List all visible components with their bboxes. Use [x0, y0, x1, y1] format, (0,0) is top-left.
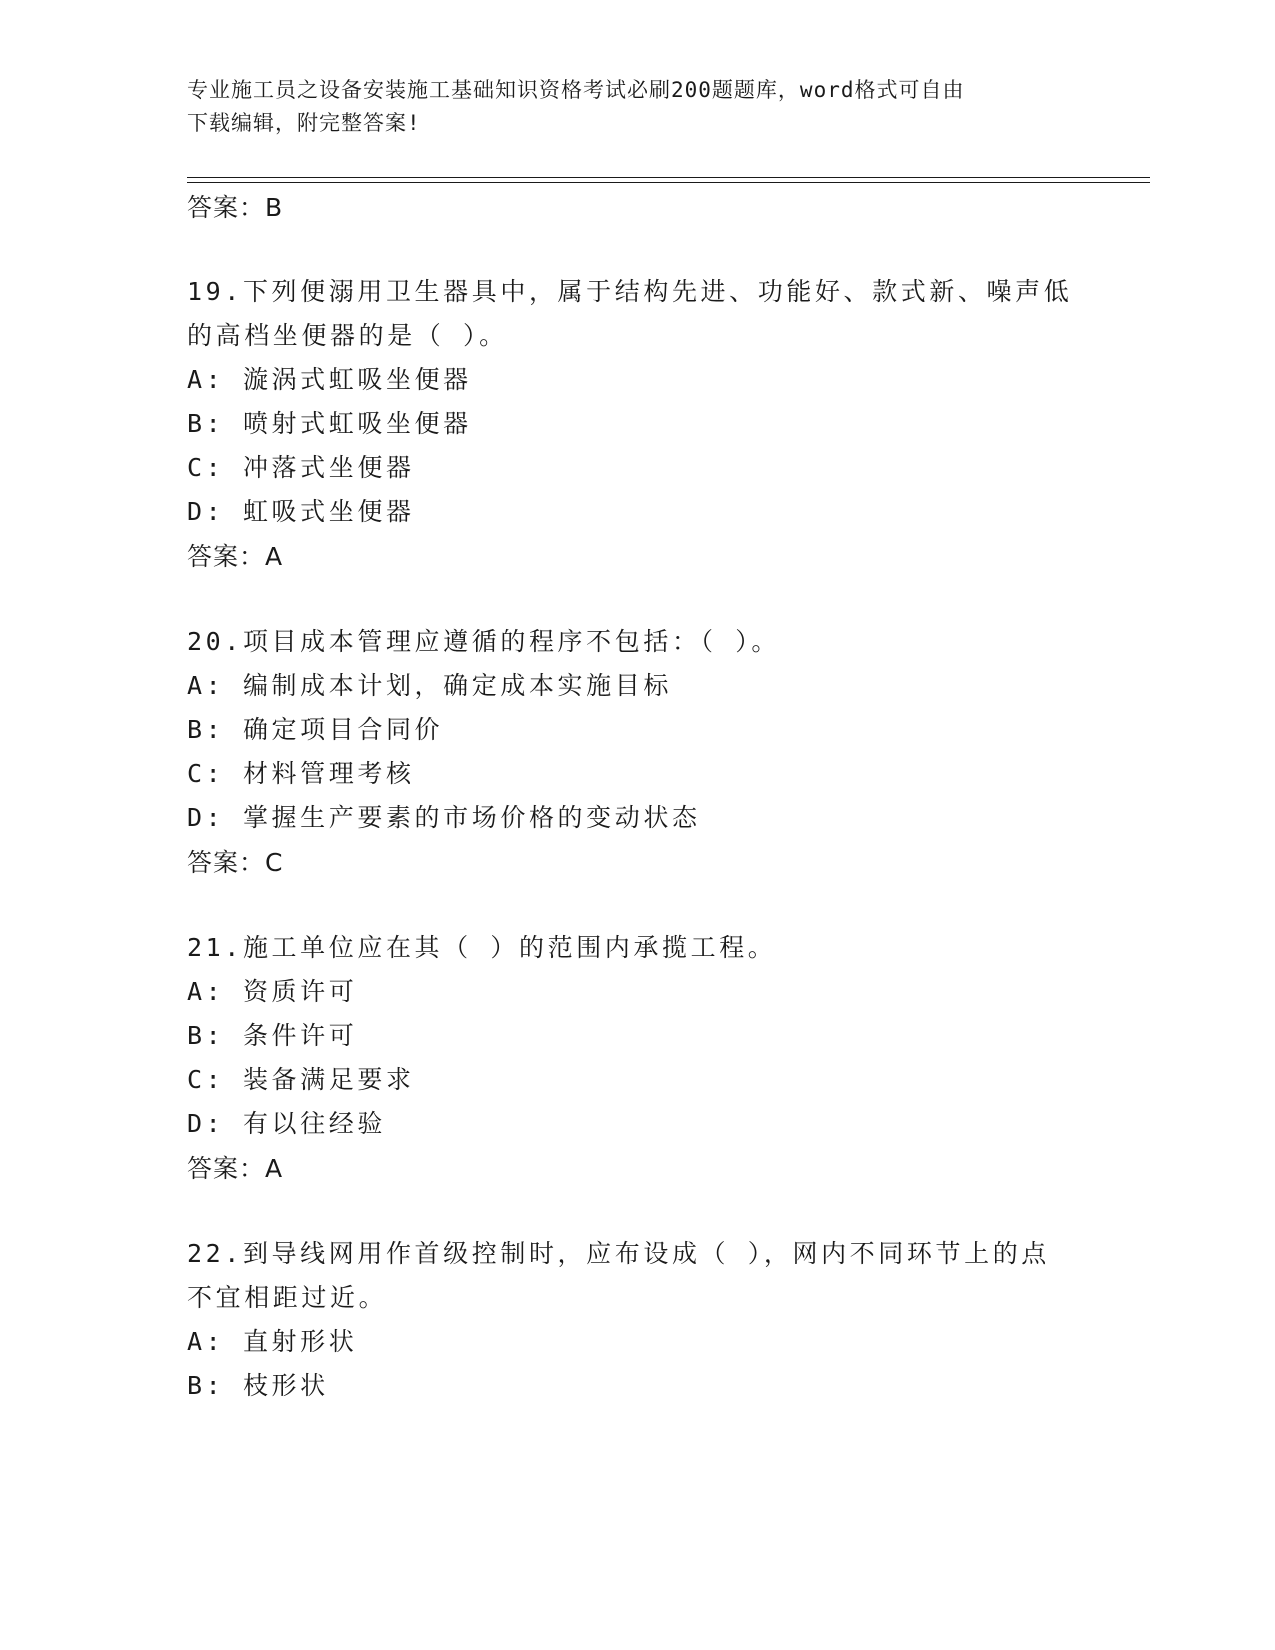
question-20-option-c: C: 材料管理考核 [187, 759, 415, 788]
question-21-option-a: A: 资质许可 [187, 977, 358, 1006]
question-22-option-a: A: 直射形状 [187, 1327, 358, 1356]
question-19-option-a: A: 漩涡式虹吸坐便器 [187, 365, 472, 394]
question-19-stem: 19.下列便溺用卫生器具中，属于结构先进、功能好、款式新、噪声低 [187, 277, 1073, 306]
answer-19: 答案：A [187, 542, 284, 571]
question-20-option-b: B: 确定项目合同价 [187, 715, 444, 744]
header-line-1: 专业施工员之设备安装施工基础知识资格考试必刷200题题库，word格式可自由 [187, 78, 965, 102]
document-header [187, 74, 1087, 140]
question-19-option-b: B: 喷射式虹吸坐便器 [187, 409, 472, 438]
question-22-stem-cont: 不宜相距过近。 [187, 1283, 388, 1312]
header-divider-top [187, 177, 1150, 178]
header-divider-bottom [187, 182, 1150, 183]
answer-21: 答案：A [187, 1154, 284, 1183]
question-19-option-c: C: 冲落式坐便器 [187, 453, 415, 482]
question-21-stem: 21.施工单位应在其（ ）的范围内承揽工程。 [187, 933, 777, 962]
question-20-option-d: D: 掌握生产要素的市场价格的变动状态 [187, 803, 701, 832]
question-21-option-d: D: 有以往经验 [187, 1109, 386, 1138]
question-22-option-b: B: 枝形状 [187, 1371, 329, 1400]
question-20-option-a: A: 编制成本计划，确定成本实施目标 [187, 671, 672, 700]
answer-18: 答案：B [187, 193, 284, 222]
question-21-option-b: B: 条件许可 [187, 1021, 358, 1050]
question-21-option-c: C: 装备满足要求 [187, 1065, 415, 1094]
question-19-option-d: D: 虹吸式坐便器 [187, 497, 415, 526]
question-20-stem: 20.项目成本管理应遵循的程序不包括：（ ）。 [187, 627, 781, 656]
header-line-2: 下载编辑，附完整答案! [187, 111, 421, 135]
question-22-stem: 22.到导线网用作首级控制时，应布设成（ ），网内不同环节上的点 [187, 1239, 1050, 1268]
answer-20: 答案：C [187, 848, 284, 877]
question-19-stem-cont: 的高档坐便器的是（ ）。 [187, 321, 508, 350]
